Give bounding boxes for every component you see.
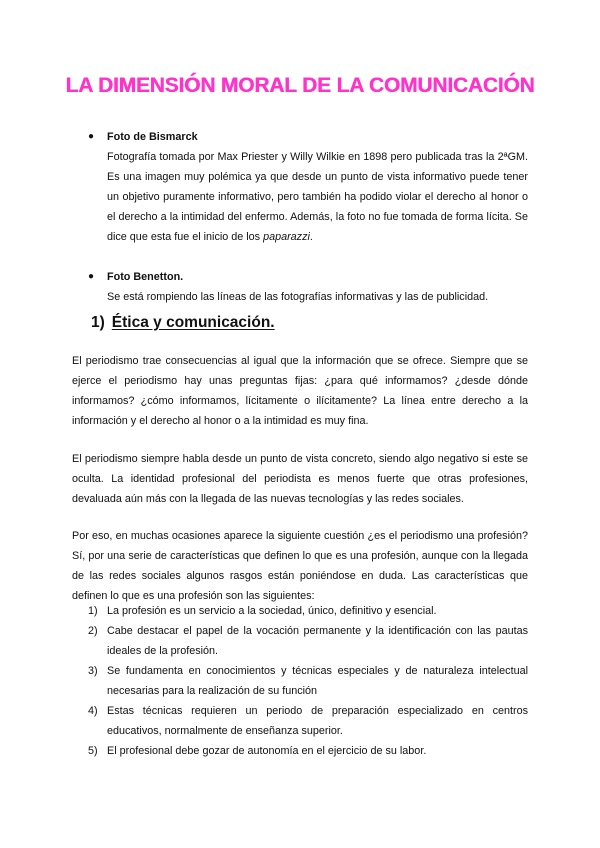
paragraph-1: El periodismo trae consecuencias al igual que la información que se ofrece. Siempre que se ejerce el periodismo hay unas preguntas fijas: ¿para qué informamos? ¿desde dónde informamos? ¿cómo informamos, lícitamente o ilícitamente? La línea entre derecho a la información y el derecho al honor o a la intimidad es muy fina.	[72, 355, 528, 427]
list-item	[72, 661, 528, 701]
photo-bullet-list	[72, 127, 528, 307]
list-item-number: 5)	[88, 745, 98, 757]
list-item-number: 4)	[88, 705, 98, 717]
bullet-body-end: .	[309, 231, 313, 243]
bullet-body	[107, 147, 528, 247]
list-item	[72, 701, 528, 741]
document-title: LA DIMENSIÓN MORAL DE LA COMUNICACIÓN	[65, 74, 535, 97]
list-item	[72, 741, 528, 761]
list-item-text: Cabe destacar el papel de la vocación permanente y la identificación con las pautas ideales de la profesión.	[107, 625, 528, 657]
list-item-text: El profesional debe gozar de autonomía en el ejercicio de su labor.	[107, 745, 427, 757]
list-item	[72, 601, 528, 621]
bullet-item-benetton	[72, 267, 528, 307]
bullet-heading: Foto de Bismarck	[107, 131, 198, 143]
characteristics-list	[72, 601, 528, 761]
bullet-dot-icon: ●	[88, 271, 95, 282]
bullet-dot-icon: ●	[88, 131, 95, 142]
bullet-body	[107, 287, 528, 307]
bullet-body-text: Se está rompiendo las líneas de las fotografías informativas y las de publicidad.	[107, 291, 489, 303]
list-item-text: Estas técnicas requieren un periodo de preparación especializado en centros educativos, normalmente de enseñanza superior.	[107, 705, 528, 737]
section-heading	[91, 314, 275, 332]
section-heading-text: Ética y comunicación.	[111, 314, 275, 331]
list-item-number: 1)	[88, 605, 98, 617]
paragraph-3: Por eso, en muchas ocasiones aparece la siguiente cuestión ¿es el periodismo una profesión? Sí, por una serie de características que definen lo que es una profesión, aunque con la llegada de las redes sociales algunos rasgos están poniéndose en duda. Las características que definen lo que es una profesión son las siguientes:	[72, 530, 528, 602]
bullet-body-italic: paparazzi	[263, 231, 310, 243]
bullet-heading: Foto Benetton.	[107, 271, 184, 283]
list-item-number: 2)	[88, 625, 98, 637]
bullet-body-text: Fotografía tomada por Max Priester y Willy Wilkie en 1898 pero publicada tras la 2ªGM. Es una imagen muy polémica ya que desde un punto de vista informativo puede tener un objetivo puramente informativo, pero también ha podido violar el derecho al honor o el derecho a la intimidad del enfermo. Además, la foto no fue tomada de forma lícita. Se dice que esta fue el inicio de los	[107, 151, 528, 243]
bullet-item-bismarck	[72, 127, 528, 247]
section-number: 1)	[91, 314, 105, 331]
list-item-text: La profesión es un servicio a la sociedad, único, definitivo y esencial.	[107, 605, 437, 617]
list-item-text: Se fundamenta en conocimientos y técnicas especiales y de naturaleza intelectual necesarias para la realización de su función	[107, 665, 528, 697]
paragraph-2: El periodismo siempre habla desde un punto de vista concreto, siendo algo negativo si este se oculta. La identidad profesional del periodista es menos fuerte que otras profesiones, devaluada aún más con la llegada de las nuevas tecnologías y las redes sociales.	[72, 453, 528, 505]
list-item	[72, 621, 528, 661]
list-item-number: 3)	[88, 665, 98, 677]
